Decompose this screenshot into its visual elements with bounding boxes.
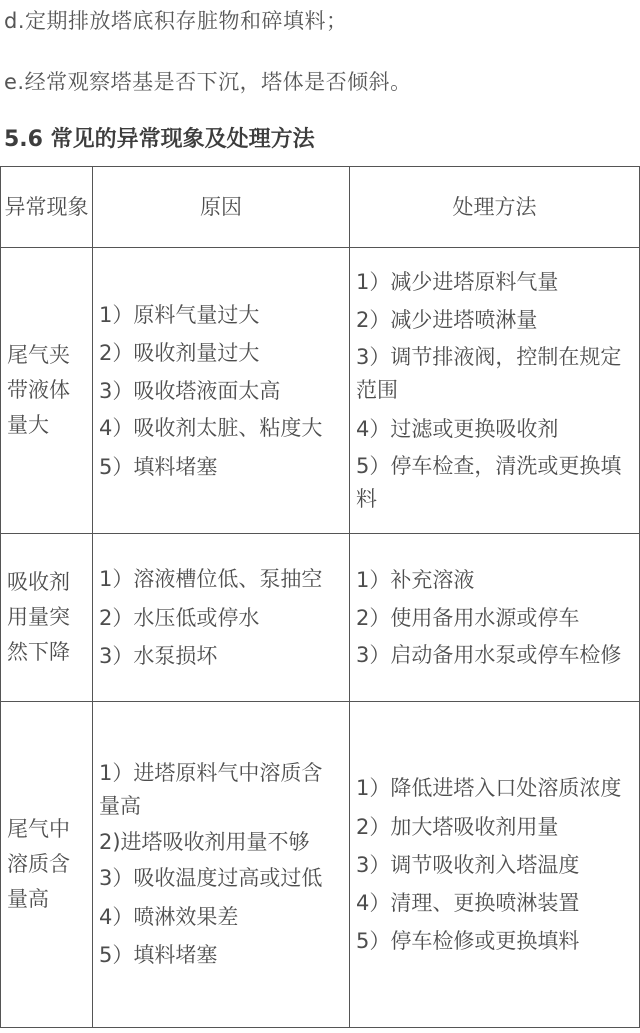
cause-item: 2）吸收剂量过大 xyxy=(99,340,260,365)
cause-item: 4）喷淋效果差 xyxy=(99,905,239,929)
cause-item: 1）原料气量过大 xyxy=(99,302,260,327)
table-header-row xyxy=(1,167,640,248)
intro-line-e: e.经常观察塔基是否下沉，塔体是否倾斜。 xyxy=(4,70,412,94)
cause-item: 5）填料堵塞 xyxy=(99,454,218,479)
cause-item: 2)进塔吸收剂用量不够 xyxy=(99,830,310,854)
solution-item: 1）补充溶液 xyxy=(356,567,475,592)
cause-item: 1）溶液槽位低、泵抽空 xyxy=(99,566,323,591)
causes-cell xyxy=(93,702,350,1028)
cause-item: 1）进塔原料气中溶质含量高 xyxy=(99,761,323,818)
cause-item: 3）吸收塔液面太高 xyxy=(99,378,281,403)
solution-item: 3）调节排液阀，控制在规定范围 xyxy=(356,344,622,402)
solutions-cell xyxy=(350,534,640,702)
header-phenomenon: 异常现象 xyxy=(1,167,93,248)
header-cause: 原因 xyxy=(93,167,350,248)
table-row xyxy=(1,534,640,702)
phenomenon-cell: 尾气夹带液体量大 xyxy=(1,248,93,534)
cause-item: 5）填料堵塞 xyxy=(99,943,218,967)
solution-item: 3）启动备用水泵或停车检修 xyxy=(356,642,622,667)
solution-item: 1）减少进塔原料气量 xyxy=(356,269,559,294)
cause-item: 3）吸收温度过高或过低 xyxy=(99,866,323,890)
cause-item: 2）水压低或停水 xyxy=(99,605,260,630)
causes-cell xyxy=(93,534,350,702)
solution-item: 2）使用备用水源或停车 xyxy=(356,605,580,630)
phenomenon-cell: 尾气中溶质含量高 xyxy=(1,702,93,1028)
solutions-cell xyxy=(350,702,640,1028)
solution-item: 2）加大塔吸收剂用量 xyxy=(356,814,559,839)
solution-item: 2）减少进塔喷淋量 xyxy=(356,307,538,332)
header-solution: 处理方法 xyxy=(350,167,640,248)
table-row xyxy=(1,248,640,534)
solution-item: 4）过滤或更换吸收剂 xyxy=(356,416,559,441)
cause-item: 3）水泵损坏 xyxy=(99,643,218,668)
causes-cell xyxy=(93,248,350,534)
solution-item: 5）停车检修或更换填料 xyxy=(356,928,580,953)
cause-item: 4）吸收剂太脏、粘度大 xyxy=(99,415,323,440)
solution-item: 4）清理、更换喷淋装置 xyxy=(356,890,580,915)
solution-item: 5）停车检查，清洗或更换填料 xyxy=(356,453,622,511)
solution-item: 3）调节吸收剂入塔温度 xyxy=(356,852,580,877)
intro-line-d: d.定期排放塔底积存脏物和碎填料； xyxy=(4,9,348,33)
section-title: 5.6 常见的异常现象及处理方法 xyxy=(4,127,315,152)
table-row xyxy=(1,702,640,1028)
abnormal-phenomena-table xyxy=(0,166,640,1028)
solution-item: 1）降低进塔入口处溶质浓度 xyxy=(356,775,622,800)
solutions-cell xyxy=(350,248,640,534)
phenomenon-cell: 吸收剂用量突然下降 xyxy=(1,534,93,702)
